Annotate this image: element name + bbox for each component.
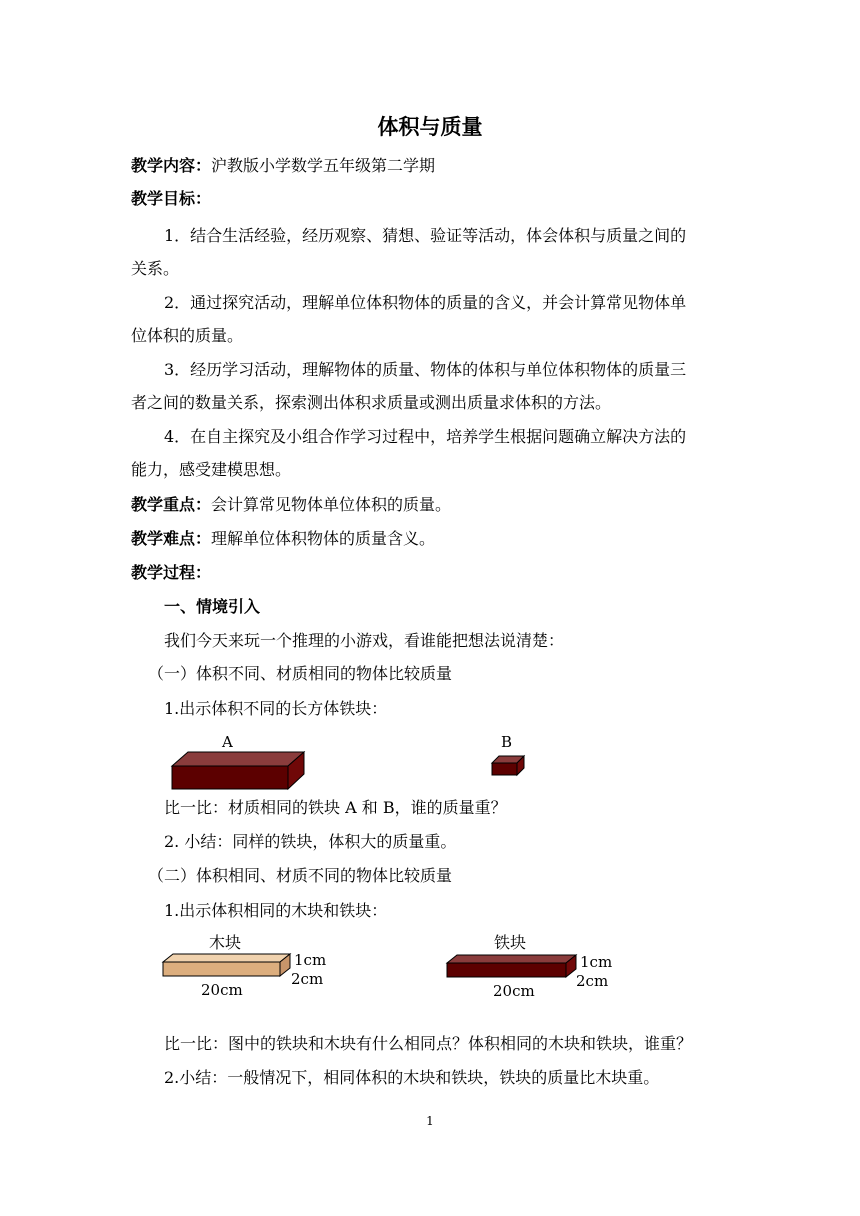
wood-block-label: 木块 xyxy=(209,933,242,952)
iron-dim-height: 1cm xyxy=(580,953,613,971)
iron-dim-length: 20cm xyxy=(493,982,535,1000)
part-2-summary: 2.小结：一般情况下，相同体积的木块和铁块，铁块的质量比木块重。 xyxy=(164,1068,660,1087)
key-point-value: 会计算常见物体单位体积的质量。 xyxy=(211,495,452,514)
objective-1-line-1: 1．结合生活经验，经历观察、猜想、验证等活动，体会体积与质量之间的 xyxy=(164,226,687,245)
section-1-heading: 一、情境引入 xyxy=(164,597,261,616)
page-number: 1 xyxy=(426,1114,434,1128)
objective-2-line-1: 2．通过探究活动，理解单位体积物体的质量的含义，并会计算常见物体单 xyxy=(164,293,687,312)
part-2-heading: （二）体积相同、材质不同的物体比较质量 xyxy=(148,866,453,885)
iron-block-b xyxy=(492,756,524,775)
objectives-label: 教学目标： xyxy=(131,189,212,208)
objective-3-line-1: 3．经历学习活动，理解物体的质量、物体的体积与单位体积物体的质量三 xyxy=(164,360,687,379)
page-title: 体积与质量 xyxy=(377,115,483,139)
intro-text: 我们今天来玩一个推理的小游戏，看谁能把想法说清楚： xyxy=(164,631,565,650)
difficult-point-label: 教学难点： xyxy=(131,529,212,548)
key-point-label: 教学重点： xyxy=(131,495,212,514)
objective-4-line-1: 4．在自主探究及小组合作学习过程中，培养学生根据问题确立解决方法的 xyxy=(164,427,687,446)
part-1-compare: 比一比：材质相同的铁块 A 和 B，谁的质量重？ xyxy=(164,798,507,817)
part-1-step-1: 1.出示体积不同的长方体铁块： xyxy=(164,699,388,718)
objective-4-line-2: 能力，感受建模思想。 xyxy=(131,460,292,479)
part-2-compare: 比一比：图中的铁块和木块有什么相同点？体积相同的木块和铁块，谁重？ xyxy=(164,1034,693,1053)
teaching-content-value: 沪教版小学数学五年级第二学期 xyxy=(211,156,436,175)
teaching-content-label: 教学内容： xyxy=(131,156,212,175)
objective-1-line-2: 关系。 xyxy=(131,259,180,278)
part-1-heading: （一）体积不同、材质相同的物体比较质量 xyxy=(148,664,453,683)
wood-dim-height: 1cm xyxy=(294,951,327,969)
objective-2-line-2: 位体积的质量。 xyxy=(131,326,244,345)
iron-block-a xyxy=(172,752,304,789)
wood-dim-width: 2cm xyxy=(291,970,324,988)
iron-dim-width: 2cm xyxy=(576,972,609,990)
wood-dim-length: 20cm xyxy=(201,981,243,999)
process-label: 教学过程： xyxy=(131,563,212,582)
block-a-label: A xyxy=(222,733,233,751)
iron-block-long xyxy=(447,955,576,977)
iron-block-label: 铁块 xyxy=(494,933,527,952)
part-1-summary: 2. 小结：同样的铁块，体积大的质量重。 xyxy=(164,832,457,851)
objective-3-line-2: 者之间的数量关系，探索测出体积求质量或测出质量求体积的方法。 xyxy=(131,393,612,412)
difficult-point-value: 理解单位体积物体的质量含义。 xyxy=(211,529,436,548)
wood-block xyxy=(163,954,290,976)
part-2-step-1: 1.出示体积相同的木块和铁块： xyxy=(164,901,388,920)
block-b-label: B xyxy=(501,733,513,751)
